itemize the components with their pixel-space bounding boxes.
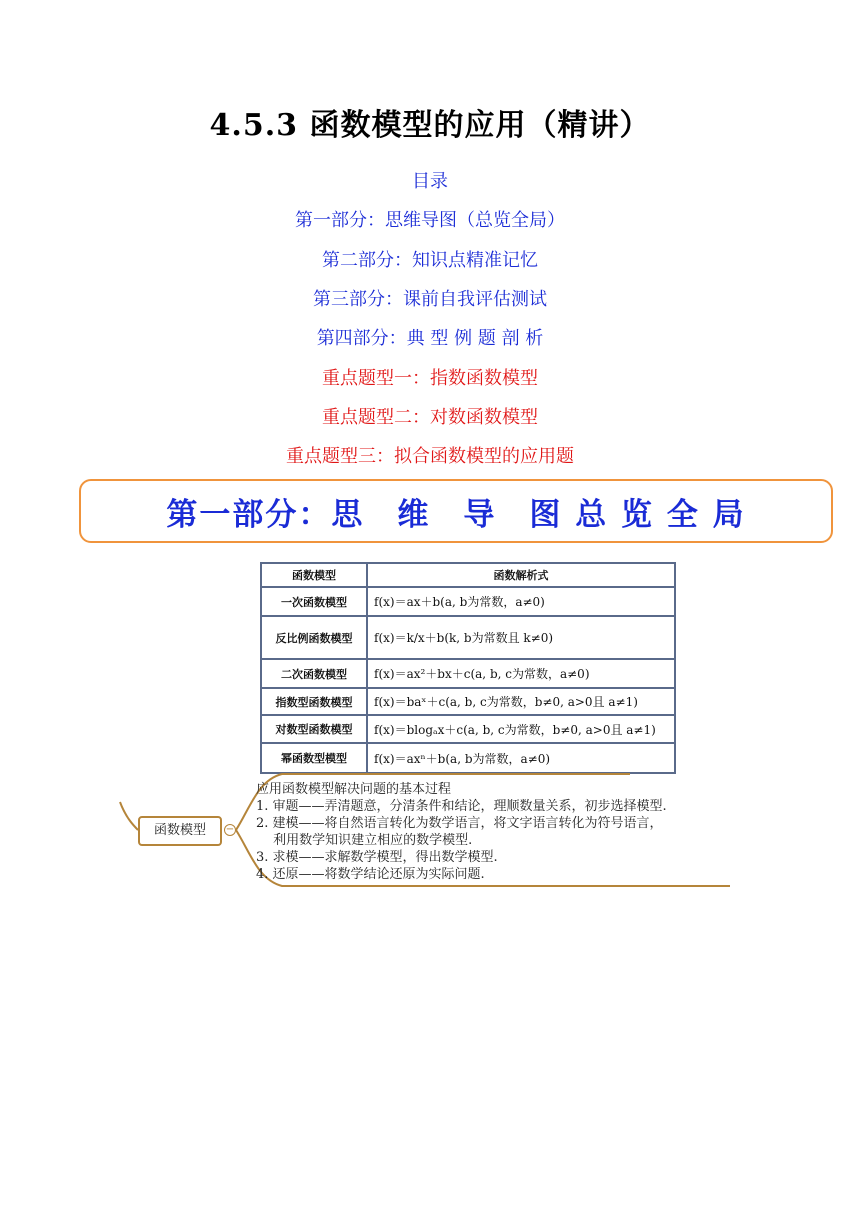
section-banner: [79, 479, 833, 543]
model-name: 指数型函数模型: [261, 688, 367, 715]
toc-heading: 目录: [412, 171, 448, 192]
process-step: 4. 还原——将数学结论还原为实际问题.: [256, 867, 485, 882]
toc-part2[interactable]: 第二部分：知识点精准记忆: [322, 250, 538, 271]
mindmap-content: [256, 781, 667, 883]
process-step: 2. 建模——将自然语言转化为数学语言，将文字语言转化为符号语言，: [256, 816, 663, 831]
page-title: 4.5.3 函数模型的应用（精讲）: [209, 108, 651, 143]
model-formula: f(x)＝ax＋b(a, b为常数，a≠0): [367, 587, 675, 616]
process-step: 3. 求模——求解数学模型，得出数学模型.: [256, 850, 498, 865]
table-row: [261, 715, 675, 743]
model-name: 反比例函数模型: [261, 616, 367, 659]
table-header-row: [261, 563, 675, 587]
toc-type2[interactable]: 重点题型二：对数函数模型: [322, 407, 538, 428]
model-name: 幂函数型模型: [261, 743, 367, 773]
table-row: [261, 688, 675, 715]
model-name: 对数型函数模型: [261, 715, 367, 743]
model-name: 一次函数模型: [261, 587, 367, 616]
table-header: 函数模型: [261, 563, 367, 587]
model-formula: f(x)＝axⁿ＋b(a, b为常数，a≠0): [367, 743, 675, 773]
collapse-toggle-icon[interactable]: −: [225, 824, 235, 835]
model-formula: f(x)＝baˣ＋c(a, b, c为常数，b≠0, a>0且 a≠1): [367, 688, 675, 715]
toc-type3[interactable]: 重点题型三：拟合函数模型的应用题: [286, 446, 574, 467]
table-row: [261, 616, 675, 659]
toc-part3[interactable]: 第三部分：课前自我评估测试: [313, 289, 547, 310]
toc-type1[interactable]: 重点题型一：指数函数模型: [322, 368, 538, 389]
mindmap-node[interactable]: 函数模型: [138, 816, 222, 846]
toc-part1[interactable]: 第一部分：思维导图（总览全局）: [295, 210, 565, 231]
model-name: 二次函数模型: [261, 659, 367, 688]
model-formula: f(x)＝ax²＋bx＋c(a, b, c为常数，a≠0): [367, 659, 675, 688]
function-model-table: [260, 562, 676, 774]
process-heading: 应用函数模型解决问题的基本过程: [256, 782, 452, 797]
table-header: 函数解析式: [367, 563, 675, 587]
section-banner-text: 第一部分：思 维 导 图 总 览 全 局: [166, 496, 746, 533]
table-row: [261, 659, 675, 688]
toc-part4[interactable]: 第四部分：典 型 例 题 剖 析: [316, 328, 544, 349]
model-formula: f(x)＝k/x＋b(k, b为常数且 k≠0): [367, 616, 675, 659]
process-step: 利用数学知识建立相应的数学模型.: [256, 833, 473, 848]
process-step: 1. 审题——弄清题意，分清条件和结论，理顺数量关系，初步选择模型.: [256, 799, 667, 814]
table-row: [261, 587, 675, 616]
model-formula: f(x)＝blogₐx＋c(a, b, c为常数，b≠0, a>0且 a≠1): [367, 715, 675, 743]
